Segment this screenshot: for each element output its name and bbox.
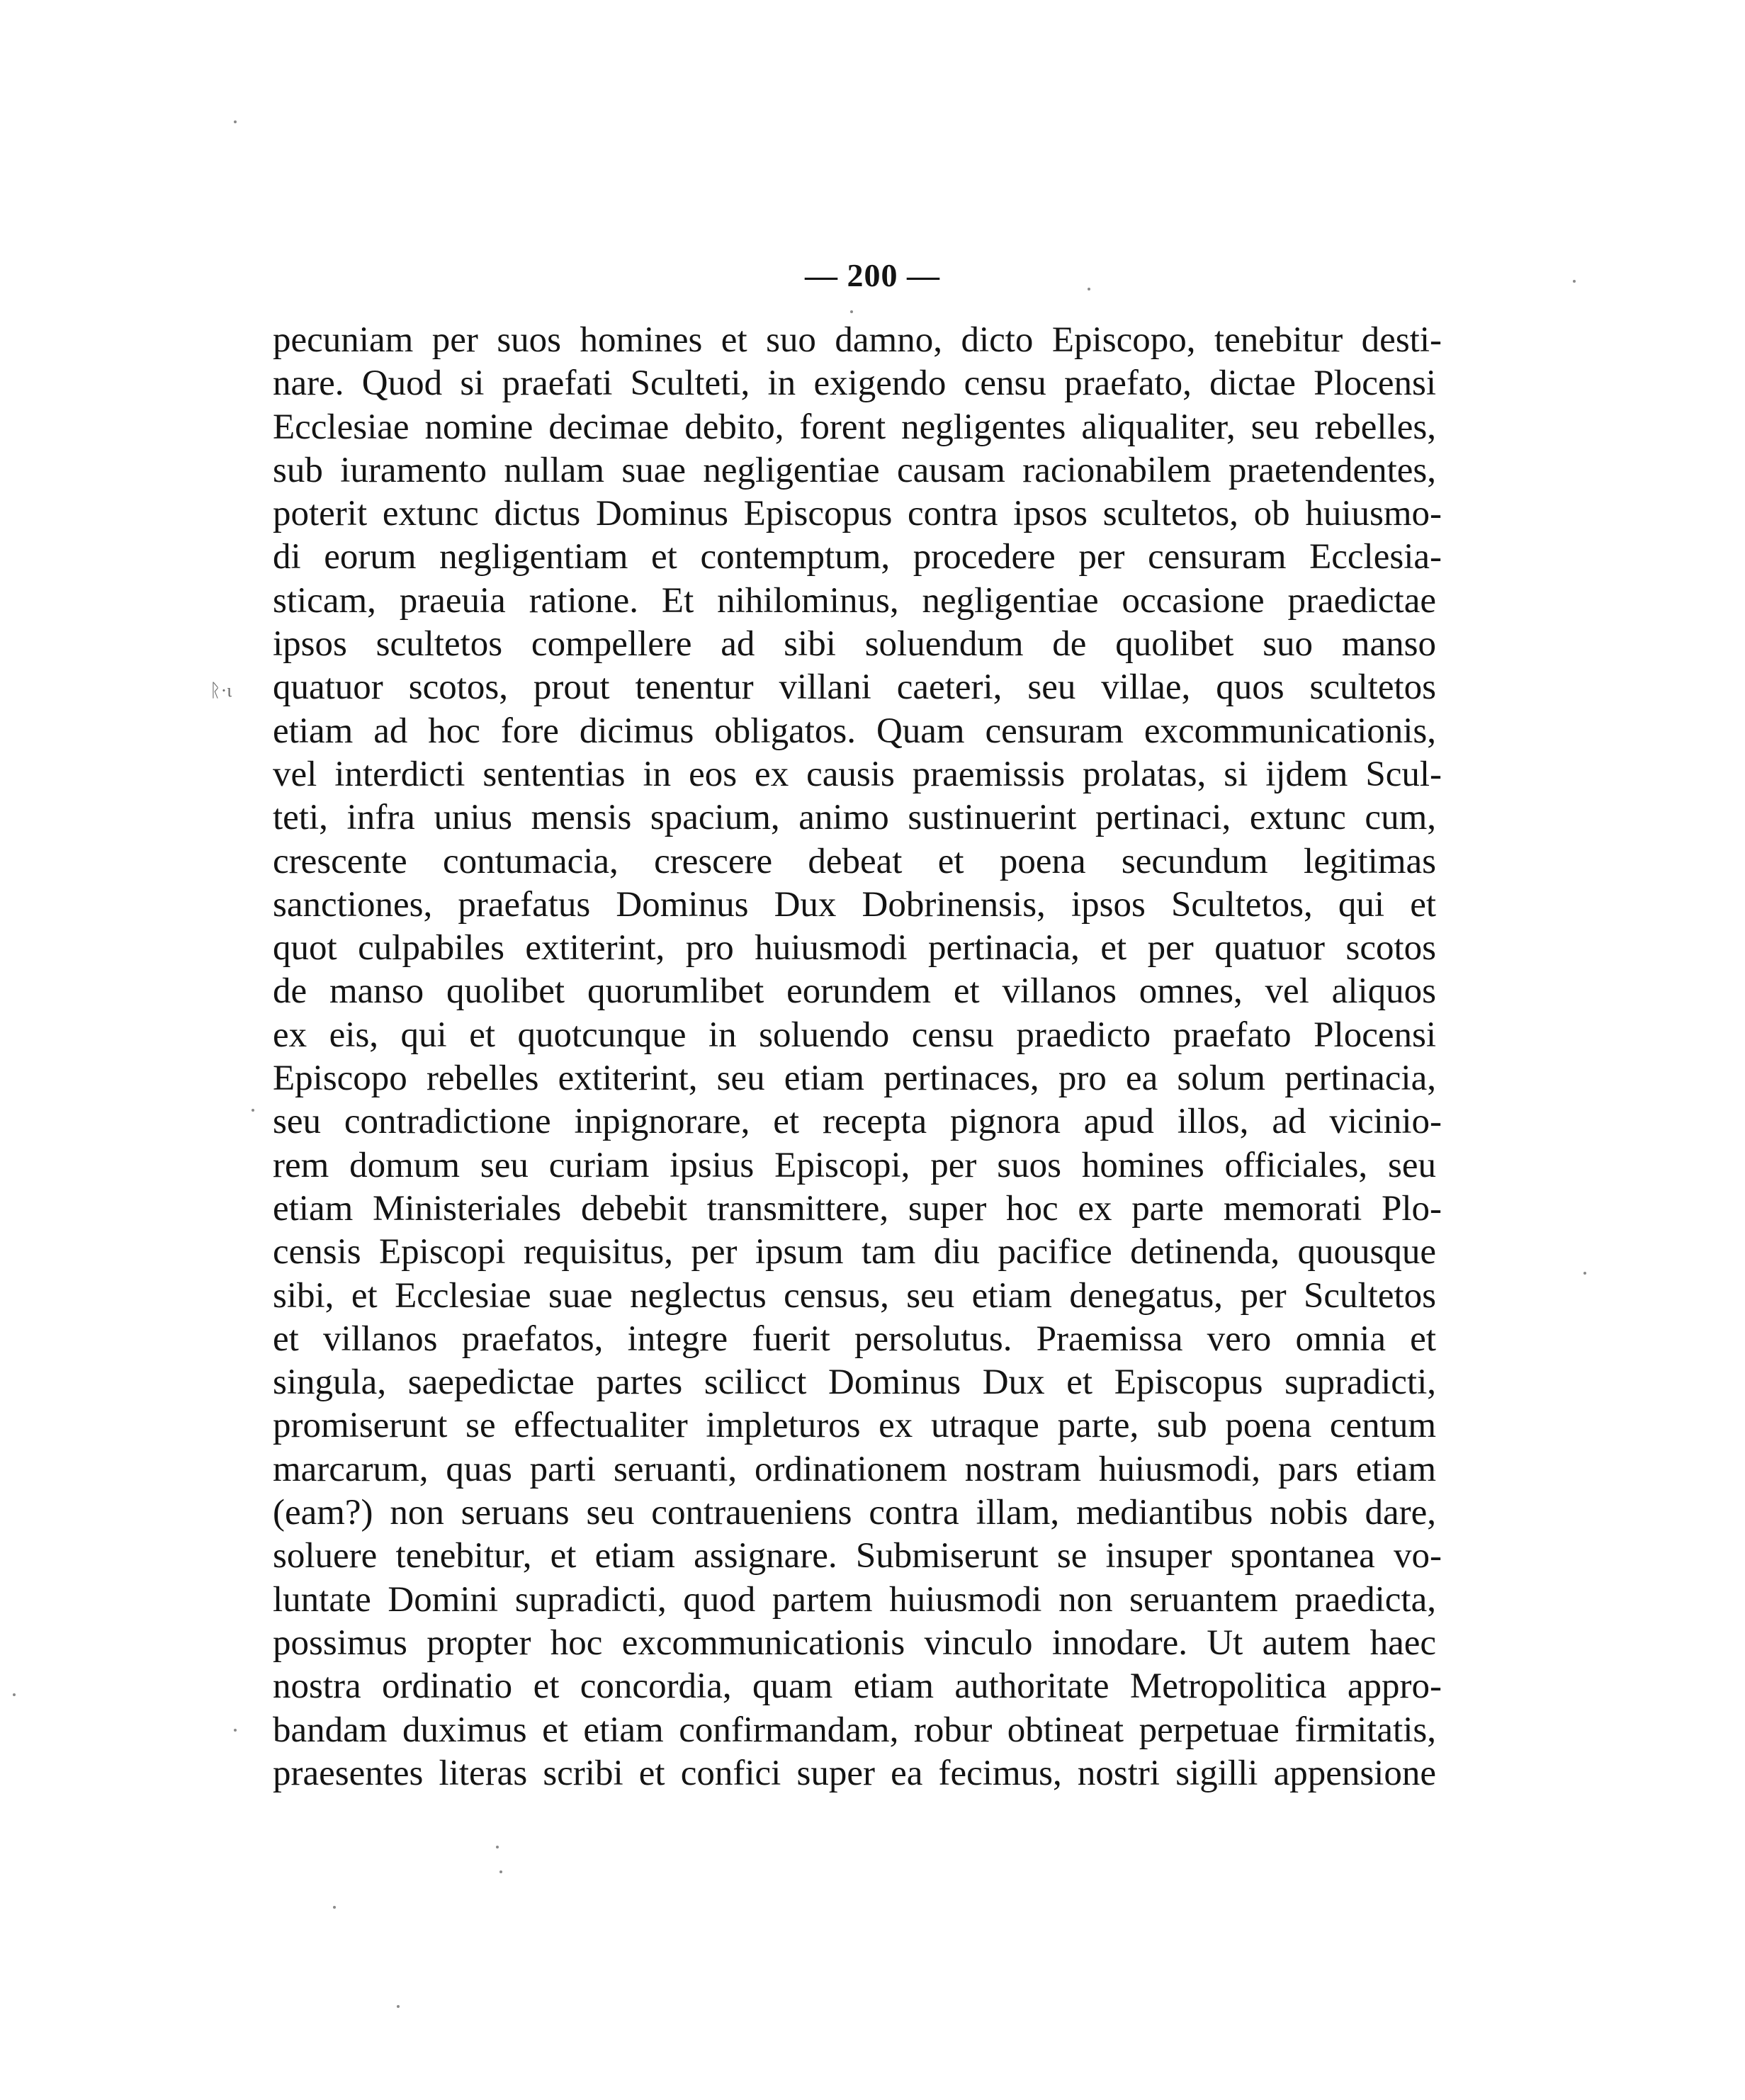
text-line: nare. Quod si praefati Sculteti, in exigendo censu praefato, dictae Plocensi — [273, 363, 1436, 404]
text-line: nostra ordinatio et concordia, quam etiam authoritate Metropolitica appro- — [273, 1666, 1442, 1707]
text-line: promiserunt se effectualiter impleturos ex utraque parte, sub poena centum — [273, 1406, 1436, 1446]
text-line: quot culpabiles extiterint, pro huiusmodi pertinacia, et per quatuor scotos — [273, 928, 1436, 969]
text-line: poterit extunc dictus Dominus Episcopus contra ipsos scultetos, ob huiusmo- — [273, 494, 1442, 534]
text-line: bandam duximus et etiam confirmandam, robur obtineat perpetuae firmitatis, — [273, 1710, 1436, 1750]
scan-speck — [499, 1870, 502, 1873]
text-line: singula, saepedictae partes scilicct Dominus Dux et Episcopus supradicti, — [273, 1362, 1436, 1403]
body-text — [273, 319, 1442, 1795]
text-line: sticam, praeuia ratione. Et nihilominus, negligentiae occasione praedictae — [273, 580, 1436, 621]
text-line: pecuniam per suos homines et suo damno, dicto Episcopo, tenebitur desti- — [273, 320, 1442, 360]
text-line: di eorum negligentiam et contemptum, procedere per censuram Ecclesia- — [273, 537, 1442, 577]
text-line: et villanos praefatos, integre fuerit persolutus. Praemissa vero omnia et — [273, 1319, 1436, 1359]
text-line: Episcopo rebelles extiterint, seu etiam pertinaces, pro ea solum pertinacia, — [273, 1059, 1436, 1099]
scan-speck — [234, 120, 237, 123]
scan-speck — [397, 2005, 400, 2008]
text-line: possimus propter hoc excommunicationis vinculo innodare. Ut autem haec — [273, 1622, 1436, 1663]
text-line: marcarum, quas parti seruanti, ordinationem nostram huiusmodi, pars etiam — [273, 1449, 1436, 1489]
scan-speck — [1088, 288, 1090, 290]
scan-speck — [850, 310, 853, 313]
scan-speck — [333, 1906, 336, 1909]
text-line: censis Episcopi requisitus, per ipsum tam diu pacifice detinenda, quousque — [273, 1232, 1436, 1272]
text-line: sanctiones, praefatus Dominus Dux Dobrinensis, ipsos Scultetos, qui et — [273, 884, 1436, 925]
scan-speck — [13, 1693, 16, 1696]
scan-speck — [1583, 1272, 1586, 1275]
text-line: sibi, et Ecclesiae suae neglectus census, seu etiam denegatus, per Scultetos — [273, 1275, 1436, 1316]
scan-speck — [496, 1846, 499, 1848]
scan-speck — [1573, 280, 1576, 283]
text-line: Ecclesiae nomine decimae debito, forent negligentes aliqualiter, seu rebelles, — [273, 407, 1436, 447]
text-line: crescente contumacia, crescere debeat et poena secundum legitimas — [273, 841, 1436, 881]
text-line: soluere tenebitur, et etiam assignare. Submiserunt se insuper spontanea vo- — [273, 1536, 1442, 1576]
text-line: luntate Domini supradicti, quod partem huiusmodi non seruantem praedicta, — [273, 1579, 1436, 1620]
scan-speck — [234, 1729, 237, 1732]
text-line: teti, infra unius mensis spacium, animo sustinuerint pertinaci, extunc cum, — [273, 798, 1436, 838]
page-number: — 200 — — [805, 257, 940, 293]
text-line: ipsos scultetos compellere ad sibi soluendum de quolibet suo manso — [273, 624, 1436, 665]
margin-annotation: ᚱ·ι — [210, 680, 232, 701]
text-line: vel interdicti sententias in eos ex causis praemissis prolatas, si ijdem Scul- — [273, 754, 1442, 794]
text-line: quatuor scotos, prout tenentur villani caeteri, seu villae, quos scultetos — [273, 667, 1436, 708]
text-line: etiam Ministeriales debebit transmittere, super hoc ex parte memorati Plo- — [273, 1188, 1442, 1229]
text-line: seu contradictione inpignorare, et recepta pignora apud illos, ad vicinio- — [273, 1102, 1442, 1142]
text-line: sub iuramento nullam suae negligentiae causam racionabilem praetendentes, — [273, 450, 1436, 490]
text-line: etiam ad hoc fore dicimus obligatos. Quam censuram excommunicationis, — [273, 711, 1436, 751]
text-line: (eam?) non seruans seu contraueniens contra illam, mediantibus nobis dare, — [273, 1493, 1436, 1533]
scan-speck — [252, 1109, 254, 1112]
text-line: ex eis, qui et quotcunque in soluendo censu praedicto praefato Plocensi — [273, 1015, 1436, 1055]
text-line: rem domum seu curiam ipsius Episcopi, per suos homines officiales, seu — [273, 1145, 1436, 1185]
text-line: praesentes literas scribi et confici super ea fecimus, nostri sigilli appensione — [273, 1753, 1436, 1793]
text-line: de manso quolibet quorumlibet eorundem et villanos omnes, vel aliquos — [273, 971, 1436, 1012]
